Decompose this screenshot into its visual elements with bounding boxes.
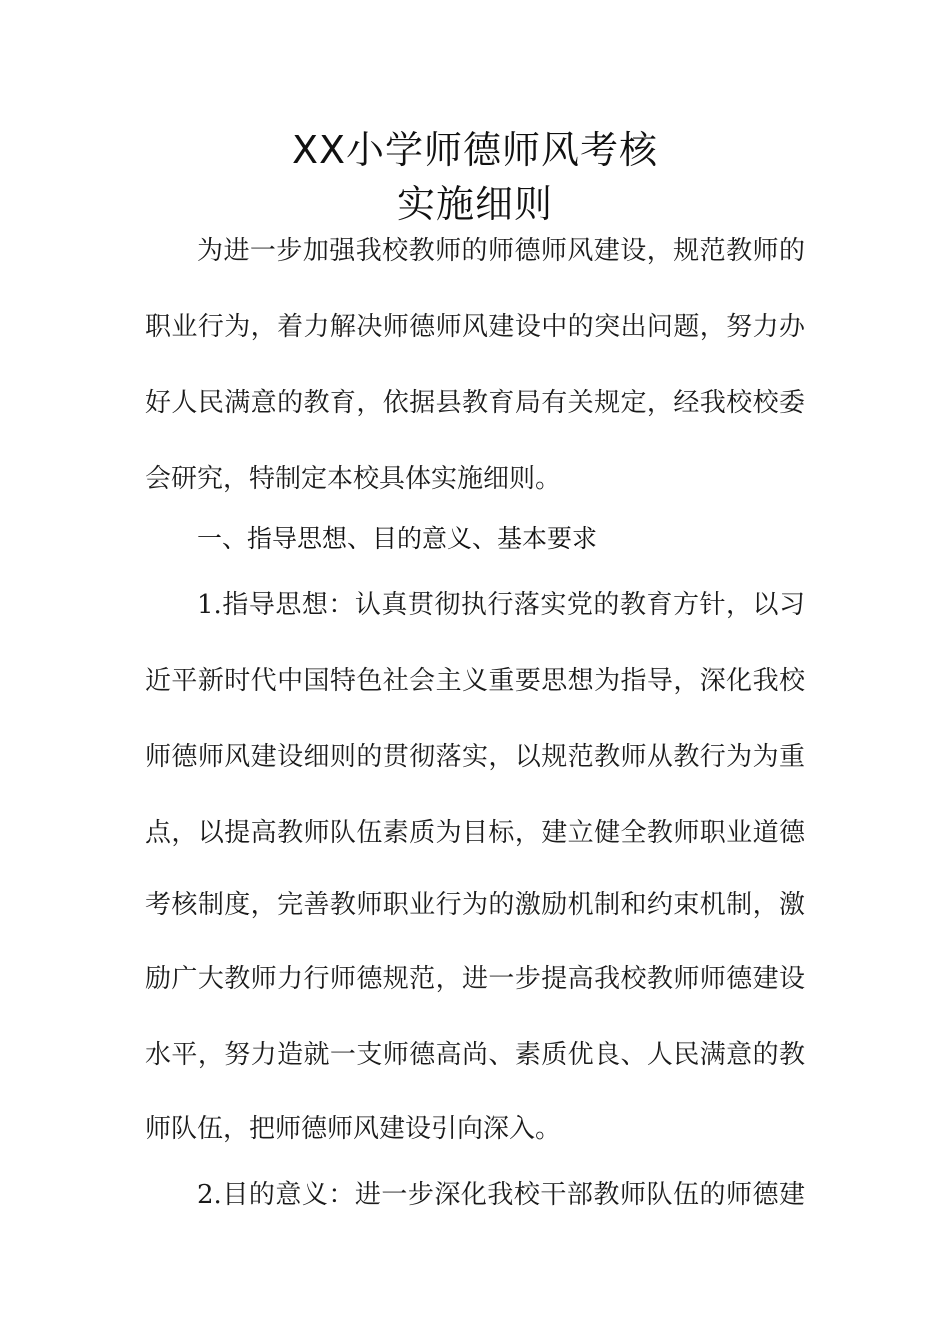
intro-paragraph-line: 为进一步加强我校教师的师德师风建设，规范教师的 — [197, 236, 805, 266]
intro-paragraph-line: 职业行为，着力解决师德师风建设中的突出问题，努力办 — [145, 312, 805, 342]
intro-paragraph-line: 会研究，特制定本校具体实施细则。 — [145, 464, 562, 494]
item2-paragraph-line: 2.目的意义：进一步深化我校干部教师队伍的师德建 — [197, 1180, 805, 1210]
item1-paragraph-line: 水平，努力造就一支师德高尚、素质优良、人民满意的教 — [145, 1040, 805, 1070]
item1-paragraph-line: 励广大教师力行师德规范，进一步提高我校教师师德建设 — [145, 964, 805, 994]
item1-paragraph-line: 近平新时代中国特色社会主义重要思想为指导，深化我校 — [145, 666, 805, 696]
document-title-line1: XX小学师德师风考核 — [291, 128, 659, 172]
item1-paragraph-line: 师德师风建设细则的贯彻落实，以规范教师从教行为为重 — [145, 742, 805, 772]
document-title-line2: 实施细则 — [396, 182, 553, 226]
item1-paragraph-line: 考核制度，完善教师职业行为的激励机制和约束机制，激 — [145, 890, 805, 920]
item1-paragraph-line: 点，以提高教师队伍素质为目标，建立健全教师职业道德 — [145, 818, 805, 848]
item1-paragraph-line: 1.指导思想：认真贯彻执行落实党的教育方针，以习 — [197, 590, 805, 620]
section-heading: 一、指导思想、目的意义、基本要求 — [197, 524, 598, 553]
item1-paragraph-line: 师队伍，把师德师风建设引向深入。 — [145, 1114, 562, 1144]
intro-paragraph-line: 好人民满意的教育，依据县教育局有关规定，经我校校委 — [145, 388, 805, 418]
